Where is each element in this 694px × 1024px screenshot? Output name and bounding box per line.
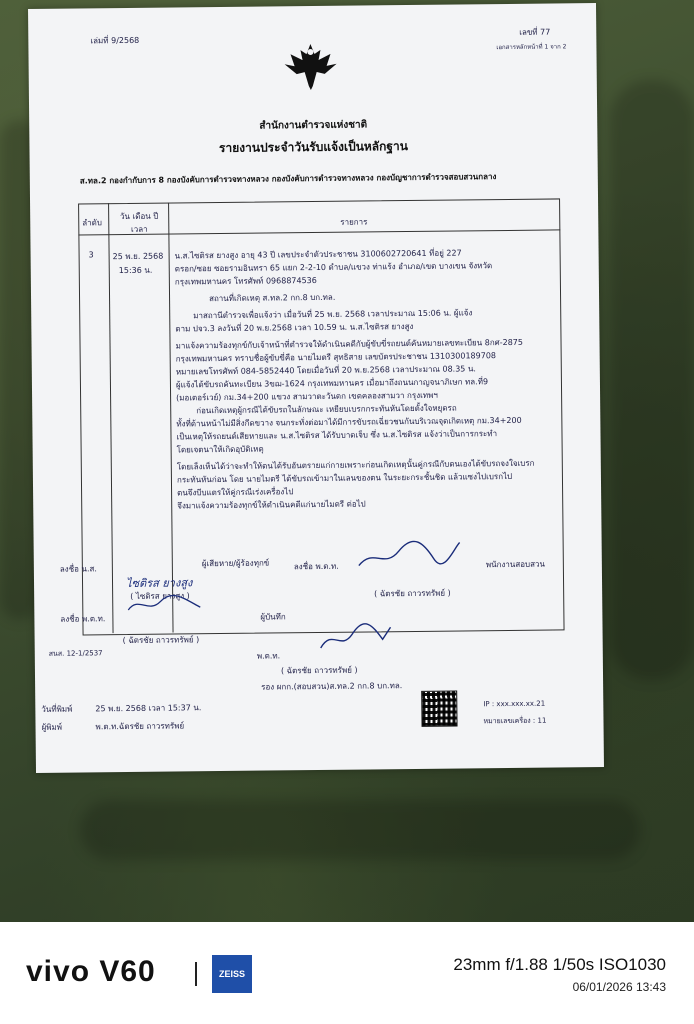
report-line: ทั้งที่ด้านหน้าไม่มีสิ่งกีดขวาง จนกระทั่งต่อมาได้มีการขับรถเฉี่ยวชนกันบริเวณจุดเกิดเหตุ กม.34+200 [176, 415, 522, 429]
complainant-name: ( ไซติรส ยางสูง ) [130, 591, 190, 601]
report-line: จึงมาแจ้งความร้องทุกข์ให้ดำเนินคดีแก่นายไมตรี ต่อไป [177, 499, 366, 511]
officer-name: ( ฉัตรชัย ถาวรทรัพย์ ) [280, 665, 358, 676]
printer-name: พ.ต.ท.ฉัตรชัย ถาวรทรัพย์ [95, 721, 185, 732]
officer-rank: พ.ต.ท. [256, 651, 281, 661]
report-line: ตาม ปจว.3 ลงวันที่ 20 พ.ย.2568 เวลา 10.59 น. น.ส.ไซติรส ยางสูง [175, 321, 414, 334]
report-line: ผู้แจ้งได้ขับรถคันทะเบียน 3ขฌ-1624 กรุงเทพมหานคร เมื่อมาถึงถนนกาญจนาภิเษก ทล.ที่9 [175, 377, 489, 390]
book-number: เล่มที่ 9/2568 [90, 35, 140, 46]
recorder-name: ( ฉัตรชัย ถาวรทรัพย์ ) [122, 635, 200, 646]
signature-role-investigator: พนักงานสอบสวน [485, 559, 545, 570]
report-line: กรุงเทพมหานคร ทราบชื่อผู้ขับขี่คือ นายไมตรี สุทธิสาย เลขบัตรประชาชน 1310300189708 [175, 351, 497, 364]
ip-address: IP : xxx.xxx.xx.21 [483, 699, 546, 709]
investigator-name: ( ฉัตรชัย ถาวรทรัพย์ ) [374, 588, 451, 599]
report-line: กระทันหันก่อน โดย นายไมตรี ได้ขับรถเข้ามาในเลนของตน ในระยะกระชั้นชิด แล้วแซงไปเบรกไป [176, 471, 513, 485]
report-line: ก่อนเกิดเหตุผู้กรณีได้ขับรถในลักษณะ เหยียบเบรกกระทันหันโดยตั้งใจหยุดรถ [196, 403, 457, 416]
unit-name: ส.ทล.2 กองกำกับการ 8 กองบังคับการตำรวจทางหลวง กองบังคับการตำรวจทางหลวง กองบัญชาการตำรวจสอบสวนกลาง [79, 172, 497, 186]
print-date: 25 พ.ย. 2568 เวลา 15:37 น. [95, 703, 202, 714]
recorder-signature [124, 591, 204, 618]
form-code: สนส. 12-1/2537 [48, 649, 103, 658]
report-line: โดยเจตนาให้เกิดอุบัติเหตุ [176, 444, 264, 455]
officer-signature [316, 621, 396, 656]
photo-datetime: 06/01/2026 13:43 [572, 980, 666, 994]
signature-label-recorder: ลงชื่อ พ.ต.ท. [60, 614, 106, 624]
row-seq: 3 [88, 250, 94, 260]
machine-number: หมายเลขเครื่อง : 11 [483, 716, 547, 726]
signature-label-investigator: ลงชื่อ พ.ต.ท. [293, 561, 339, 572]
officer-position: รอง ผกก.(สอบสวน)ส.ทล.2 กก.8 บก.ทล. [261, 681, 403, 692]
report-line: โดยเล็งเห็นได้ว่าจะทำให้ตนได้รับอันตรายแก่กายเพราะก่อนเกิดเหตุนั้นคู่กรณีกับตนเองได้ขับรถจงใจเบรก [176, 458, 535, 472]
recorder-label: ผู้บันทึก [260, 612, 286, 622]
report-line: มาสถานีตำรวจเพื่อแจ้งว่า เมื่อวันที่ 25 พ.ย. 2568 เวลาประมาณ 15:06 น. ผู้แจ้ง [193, 308, 473, 321]
report-line: ตนจึงบีบแตรให้คู่กรณีเร่งเครื่องไป [177, 487, 294, 498]
report-line: (มอเตอร์เวย์) กม.34+200 แขวง สามวาตะวันตก เขตคลองสามวา กรุงเทพฯ [176, 390, 438, 403]
complainant-signature: ไซติรส ยางสูง [125, 576, 193, 590]
report-line: สถานที่เกิดเหตุ ส.ทล.2 กก.8 บก.ทล. [209, 292, 336, 304]
report-title: รายงานประจำวันรับแจ้งเป็นหลักฐาน [218, 139, 409, 156]
signature-label-complainant: ลงชื่อ น.ส. [59, 564, 97, 574]
zeiss-logo-icon: ZEISS [212, 955, 252, 993]
row-time: 15:36 น. [118, 265, 153, 276]
report-line: ตรอก/ซอย ซอยรามอินทรา 65 แยก 2-2-10 ตำบล/แขวง ท่าแร้ง อำเภอ/เขต บางเขน จังหวัด [174, 261, 493, 274]
col-items-header: รายการ [340, 217, 368, 227]
col-date-header: วัน เดือน ปี เวลา [119, 211, 159, 234]
page-info: เอกสารหลักหน้าที่ 1 จาก 2 [496, 43, 567, 52]
police-report-document [28, 3, 604, 773]
print-date-label: วันที่พิมพ์ [41, 704, 73, 714]
investigator-signature [354, 538, 464, 573]
report-number: เลขที่ 77 [519, 27, 551, 37]
cloth-fold [80, 800, 640, 860]
camera-brand: vivo V60 [26, 955, 156, 988]
report-line: น.ส.ไซติรส ยางสูง อายุ 43 ปี เลขประจำตัวประชาชน 3100602720641 ที่อยู่ 227 [174, 248, 462, 261]
report-line: มาแจ้งความร้องทุกข์กับเจ้าหน้าที่ตำรวจให้ดำเนินคดีกับผู้ขับขี่รถยนต์คันหมายเลขทะเบียน 8กศ-2875 [175, 337, 524, 351]
printer-label: ผู้พิมพ์ [41, 722, 63, 732]
qr-code-icon [421, 691, 457, 727]
report-body [175, 245, 558, 512]
garuda-emblem-icon [282, 40, 339, 93]
signature-role-complainant: ผู้เสียหาย/ผู้ร้องทุกข์ [201, 558, 270, 569]
agency-name: สำนักงานตำรวจแห่งชาติ [259, 119, 368, 132]
camera-specs: 23mm f/1.88 1/50s ISO1030 [453, 955, 666, 974]
report-line: เป็นเหตุให้รถยนต์เสียหายและ น.ส.ไซติรส ได้รับบาดเจ็บ ซึ่ง น.ส.ไซติรส แจ้งว่าเป็นการกระทำ [176, 429, 498, 442]
report-line: กรุงเทพมหานคร โทรศัพท์ 0968874536 [174, 275, 317, 287]
row-date: 25 พ.ย. 2568 [112, 251, 164, 262]
col-seq-header: ลำดับ [82, 218, 102, 228]
report-line: หมายเลขโทรศัพท์ 084-5852440 โดยเมื่อวันที่ 20 พ.ย.2568 เวลาประมาณ 08.35 น. [175, 364, 476, 377]
cloth-fold [610, 80, 694, 680]
watermark-divider [195, 962, 197, 986]
